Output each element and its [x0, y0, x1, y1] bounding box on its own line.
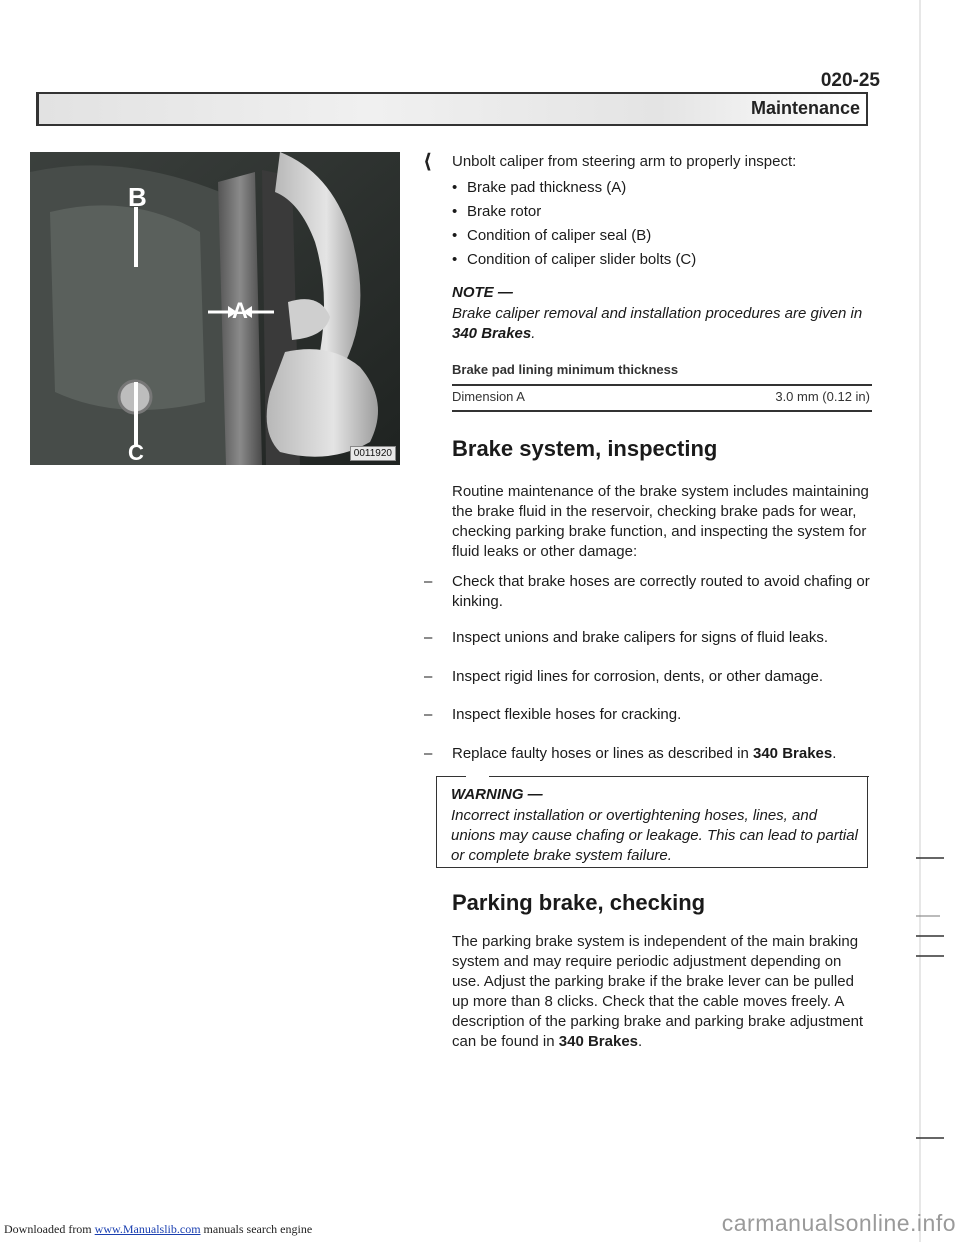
figure-label-a: A	[232, 298, 248, 323]
brake-system-heading: Brake system, inspecting	[452, 436, 718, 461]
caliper-illustration	[30, 152, 400, 465]
table-row	[452, 389, 870, 404]
brake-caliper-photo	[30, 152, 400, 465]
warning-box	[436, 776, 868, 868]
note-text: Brake caliper removal and installation procedures are given in	[452, 305, 863, 322]
note-reference: 340 Brakes	[452, 325, 532, 342]
brake-system-paragraph: Routine maintenance of the brake system includes maintaining the brake fluid in the reservoir, checking brake pads for wear, checking parking brake function, and inspecting the system for fluid leaks or other damage:	[452, 483, 869, 560]
table-cell-label: Dimension A	[452, 389, 525, 404]
download-footer	[4, 1222, 312, 1237]
step-period: .	[832, 745, 837, 762]
step-text: Check that brake hoses are correctly routed to avoid chafing or kinking.	[452, 573, 870, 610]
spec-table-title: Brake pad lining minimum thickness	[452, 362, 679, 377]
watermark-right: carmanualsonline.info	[721, 1210, 956, 1236]
step-text	[452, 744, 872, 764]
warning-body: Incorrect installation or overtightening hoses, lines, and unions may cause chafing or leakage. This can lead to partial or complete brake system failure.	[451, 807, 858, 864]
intro-text: Unbolt caliper from steering arm to properly inspect:	[452, 153, 797, 170]
note-body	[452, 304, 872, 344]
parking-text: The parking brake system is independent of the main braking system and may require periodic adjustment depending on use. Adjust the parking brake if the brake lever can be pulled up more than 8 clicks. Check that the cable moves freely. A description of the parking brake and parking brake adjustment can be found in	[452, 933, 864, 1050]
table-divider-top	[452, 384, 872, 386]
step-text: Inspect unions and brake calipers for signs of fluid leaks.	[452, 629, 829, 646]
note-period: .	[531, 325, 536, 342]
figure-label-b: B	[128, 182, 147, 212]
manualslib-link[interactable]: www.Manualslib.com	[94, 1222, 201, 1236]
figure-code: 0011920	[350, 446, 396, 461]
table-divider-bottom	[452, 410, 872, 412]
parking-reference: 340 Brakes	[558, 1033, 638, 1050]
list-item: • Condition of caliper slider bolts (C)	[452, 250, 872, 270]
list-item: • Condition of caliper seal (B)	[452, 226, 872, 246]
footer-text: Downloaded from	[4, 1222, 95, 1236]
table-cell-value: 3.0 mm (0.12 in)	[775, 389, 870, 404]
figure-label-c: C	[128, 440, 144, 465]
section-header-bar	[36, 92, 868, 126]
step-reference: 340 Brakes	[753, 745, 833, 762]
parking-brake-heading: Parking brake, checking	[452, 890, 706, 915]
list-item: • Brake rotor	[452, 202, 872, 222]
footer-text: manuals search engine	[200, 1222, 313, 1236]
page-number: 020-25	[820, 70, 880, 91]
step-text-part: Replace faulty hoses or lines as described in	[452, 745, 753, 762]
list-item: • Brake pad thickness (A)	[452, 178, 872, 198]
section-title: Maintenance	[750, 98, 860, 118]
step-text: Inspect flexible hoses for cracking.	[452, 706, 682, 723]
left-pointer-icon: ⟨	[423, 151, 433, 173]
step-text: Inspect rigid lines for corrosion, dents, or other damage.	[452, 668, 824, 685]
parking-period: .	[638, 1033, 643, 1050]
warning-label: WARNING —	[451, 786, 543, 803]
note-label: NOTE —	[452, 284, 513, 301]
margin-scan-lines	[910, 0, 960, 1242]
parking-brake-paragraph	[452, 932, 872, 1052]
inspection-bullet-list	[452, 178, 872, 274]
